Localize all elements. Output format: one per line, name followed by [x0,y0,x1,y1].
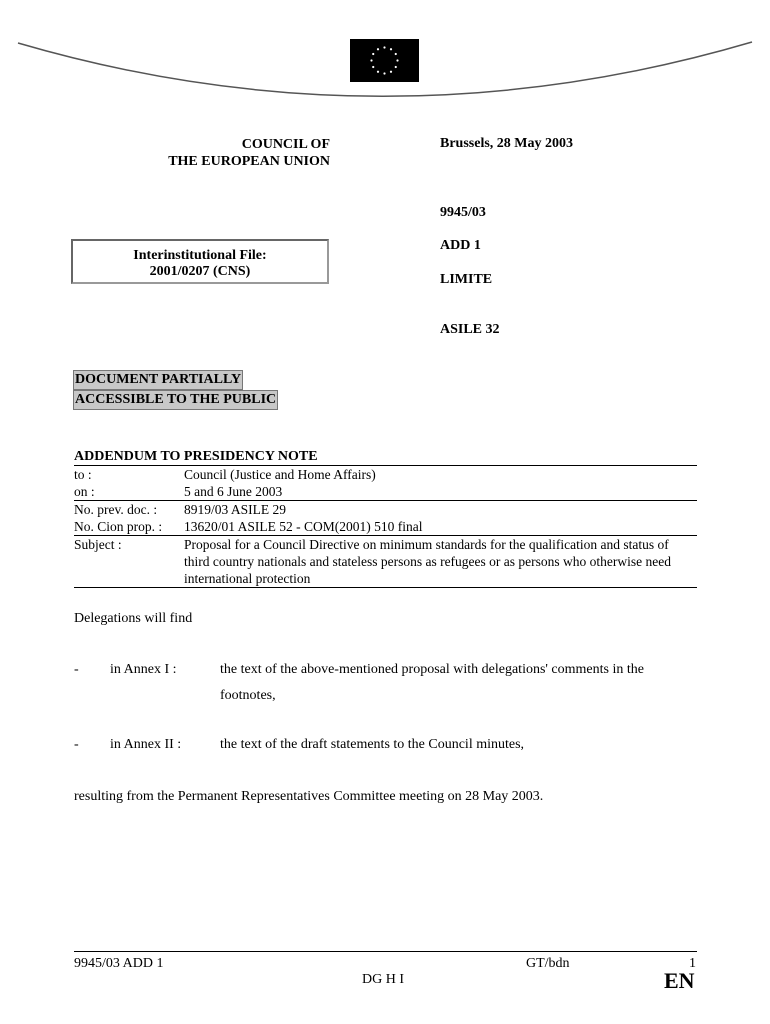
flag-star [395,53,397,55]
footer-language: EN [664,968,695,993]
footer-page-number: 1 [689,956,696,971]
meta-value: Proposal for a Council Directive on minimum standards for the qualification and status of third country nationals and stateless persons as refugees or as persons who otherwise need international protection [184,536,697,588]
footer-divider [74,951,697,952]
flag-star [377,71,379,73]
flag-star [396,59,398,61]
meta-value: 13620/01 ASILE 52 - COM(2001) 510 final [184,518,697,536]
list-bullet: - [74,662,79,677]
meta-value: 5 and 6 June 2003 [184,483,697,501]
note-metadata-table [74,465,697,588]
flag-star [395,66,397,68]
table-row [74,466,697,484]
classification: LIMITE [440,272,493,287]
meta-key: to : [74,466,184,484]
interinstitutional-file-box [71,239,329,284]
table-row [74,536,697,588]
footer-doc-ref: 9945/03 ADD 1 [74,956,164,971]
meta-value: 8919/03 ASILE 29 [184,502,287,517]
list-bullet: - [74,737,79,752]
addendum-number: ADD 1 [440,238,481,253]
eu-flag-icon [350,39,419,82]
meta-key: No. Cion prop. : [74,518,184,536]
flag-star [383,72,385,74]
flag-star [383,46,385,48]
footer-dg: DG H I [362,972,404,987]
place-date: Brussels, 28 May 2003 [440,136,573,151]
access-notice-line-2: ACCESSIBLE TO THE PUBLIC [73,390,278,410]
institution-line-1: COUNCIL OF [241,137,330,152]
table-row [74,501,697,519]
access-notice-line-1: DOCUMENT PARTIALLY [73,370,243,390]
institution-name [120,136,330,170]
flag-star [372,66,374,68]
meta-value: Council (Justice and Home Affairs) [184,466,697,484]
institution-line-2: THE EUROPEAN UNION [168,154,330,169]
flag-star [390,48,392,50]
meta-key: on : [74,483,184,501]
file-box-line-2: 2001/0207 (CNS) [149,264,251,279]
table-row [74,483,697,501]
annex-label: in Annex I : [110,662,177,677]
footer-initials: GT/bdn [526,956,570,971]
meta-key: Subject : [74,536,184,588]
annex-text: the text of the draft statements to the Council minutes, [220,737,525,752]
table-row [74,518,697,536]
note-title: ADDENDUM TO PRESIDENCY NOTE [74,449,318,464]
subject-code: ASILE 32 [440,322,500,337]
closing-text: resulting from the Permanent Representatives Committee meeting on 28 May 2003. [74,789,544,804]
intro-text: Delegations will find [74,611,193,626]
annex-label: in Annex II : [110,737,182,752]
flag-star [377,48,379,50]
annex-text: the text of the above-mentioned proposal with delegations' comments in the footnotes, [220,662,644,703]
flag-star [372,53,374,55]
doc-number: 9945/03 [440,205,486,220]
file-box-line-1: Interinstitutional File: [133,248,267,263]
meta-key: No. prev. doc. : [74,502,158,517]
access-notice [73,370,278,410]
flag-star [370,59,372,61]
flag-star [390,71,392,73]
